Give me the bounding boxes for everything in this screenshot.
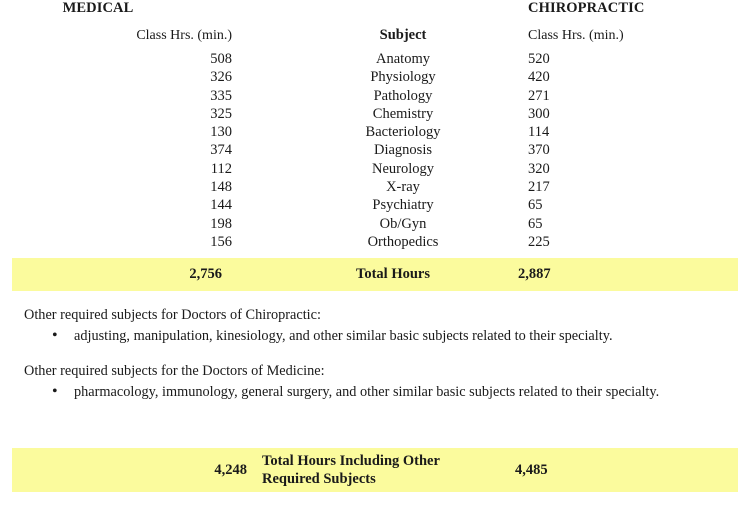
grand-total-medical-hours: 4,248 xyxy=(214,461,247,478)
cell-chiropractic-hours: 420 xyxy=(528,69,550,86)
list-item xyxy=(24,383,724,402)
grand-total-label-line1: Total Hours Including Other xyxy=(262,452,440,469)
grand-total-label xyxy=(262,452,480,488)
cell-chiropractic-hours: 65 xyxy=(528,197,543,214)
cell-subject: Chemistry xyxy=(372,105,434,122)
bullet-icon: • xyxy=(52,382,58,400)
cell-subject: Bacteriology xyxy=(365,124,441,141)
cell-subject: Orthopedics xyxy=(367,233,439,250)
cell-medical-hours: 130 xyxy=(210,124,232,141)
cell-chiropractic-hours: 300 xyxy=(528,105,550,122)
cell-subject: Neurology xyxy=(371,160,434,177)
note-chiropractic xyxy=(24,306,724,346)
table-row xyxy=(0,124,738,142)
total-hours-label: Total Hours xyxy=(356,266,430,282)
table-body xyxy=(0,51,738,252)
column-subheader-chiropractic-hours: Class Hrs. (min.) xyxy=(528,28,624,43)
cell-medical-hours: 374 xyxy=(210,142,232,159)
cell-chiropractic-hours: 114 xyxy=(528,124,550,141)
bullet-icon: • xyxy=(52,326,58,344)
note-chiropractic-lead: Other required subjects for Doctors of Chiropractic: xyxy=(24,307,321,323)
cell-chiropractic-hours: 320 xyxy=(528,160,550,177)
cell-medical-hours: 156 xyxy=(210,233,232,250)
table-row xyxy=(0,197,738,215)
cell-subject: Anatomy xyxy=(376,51,430,67)
note-medicine-bullet-text: pharmacology, immunology, general surgery, and other similar basic subjects related to their specialty. xyxy=(74,383,660,400)
table-row xyxy=(0,142,738,160)
column-subheader-subject: Subject xyxy=(379,27,427,43)
discipline-header-row xyxy=(0,0,738,27)
cell-subject: Diagnosis xyxy=(374,142,432,159)
note-medicine-lead: Other required subjects for the Doctors of Medicine: xyxy=(24,362,325,379)
cell-chiropractic-hours: 217 xyxy=(528,179,550,196)
cell-medical-hours: 325 xyxy=(210,105,232,122)
grand-total-chiropractic-hours: 4,485 xyxy=(515,461,548,478)
cell-medical-hours: 326 xyxy=(210,69,232,86)
cell-chiropractic-hours: 520 xyxy=(528,51,550,67)
cell-medical-hours: 112 xyxy=(210,160,232,177)
note-chiropractic-bullet-text: adjusting, manipulation, kinesiology, and other similar basic subjects related to their specialty. xyxy=(74,327,613,344)
cell-medical-hours: 508 xyxy=(210,51,232,67)
table-row xyxy=(0,88,738,106)
column-subheader-medical-hours: Class Hrs. (min.) xyxy=(136,28,232,43)
cell-subject: Physiology xyxy=(370,69,436,86)
cell-subject: Psychiatry xyxy=(372,197,434,214)
cell-subject: X-ray xyxy=(386,179,420,196)
table-row xyxy=(0,51,738,69)
grand-total-label-line2: Required Subjects xyxy=(262,471,376,487)
table-row xyxy=(0,161,738,179)
table-row xyxy=(0,216,738,234)
table-row xyxy=(0,106,738,124)
cell-chiropractic-hours: 65 xyxy=(528,215,543,232)
cell-subject: Ob/Gyn xyxy=(379,215,427,232)
cell-medical-hours: 335 xyxy=(210,87,232,104)
cell-chiropractic-hours: 225 xyxy=(528,233,550,250)
cell-chiropractic-hours: 370 xyxy=(528,142,550,159)
table-row xyxy=(0,179,738,197)
notes-section xyxy=(24,306,724,417)
cell-subject: Pathology xyxy=(373,87,433,104)
cell-medical-hours: 144 xyxy=(210,197,232,214)
cell-medical-hours: 198 xyxy=(210,215,232,232)
column-header-medical: MEDICAL xyxy=(62,0,134,16)
total-hours-band xyxy=(12,258,738,291)
note-medicine xyxy=(24,362,724,402)
column-header-chiropractic: CHIROPRACTIC xyxy=(528,0,645,16)
table-row xyxy=(0,234,738,252)
metric-header-row xyxy=(0,27,738,51)
total-chiropractic-hours: 2,887 xyxy=(518,266,551,282)
total-medical-hours: 2,756 xyxy=(189,266,222,282)
list-item xyxy=(24,327,724,346)
table-row xyxy=(0,69,738,87)
cell-medical-hours: 148 xyxy=(210,179,232,196)
grand-total-band xyxy=(12,448,738,492)
cell-chiropractic-hours: 271 xyxy=(528,87,550,104)
curriculum-comparison-table xyxy=(0,0,738,252)
